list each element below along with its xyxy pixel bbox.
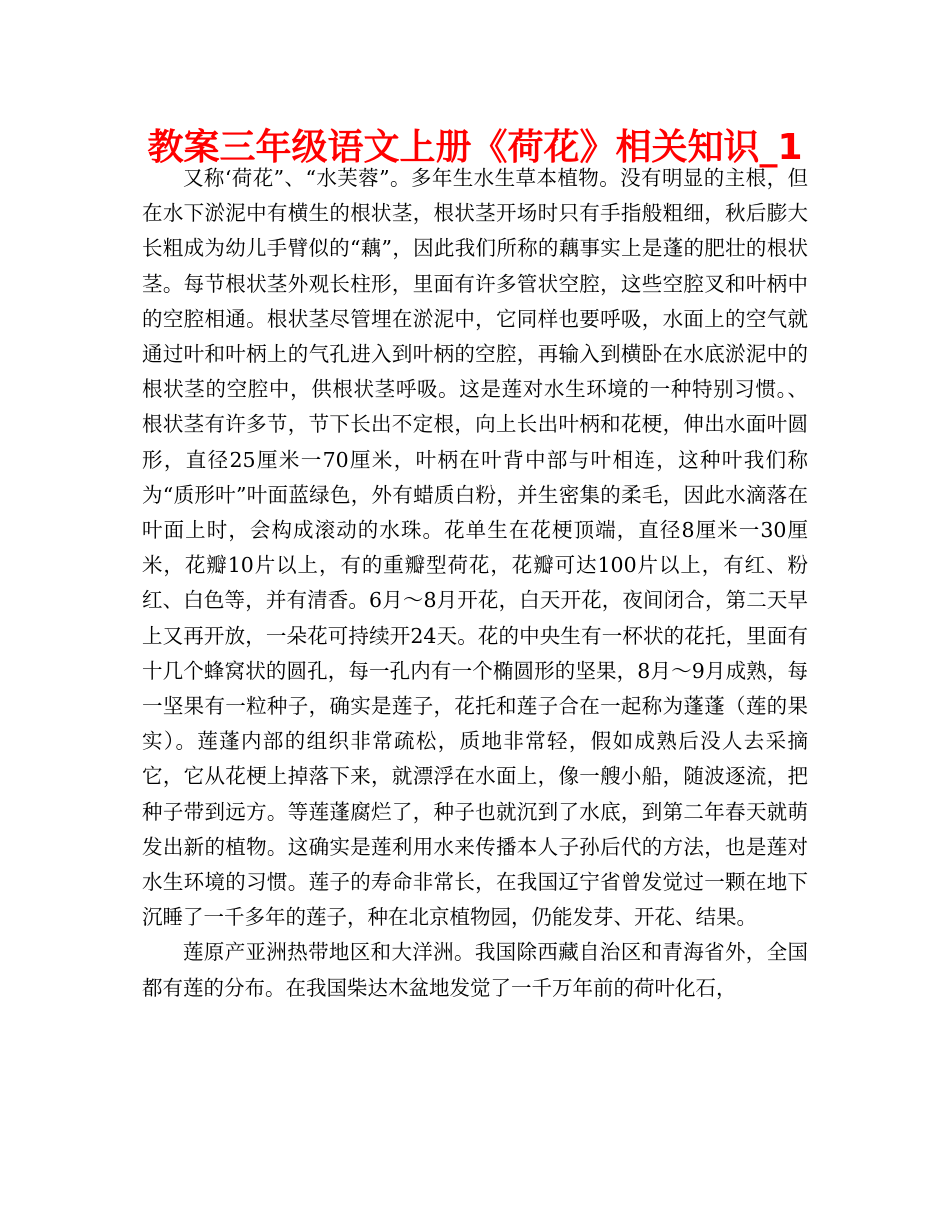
document-body xyxy=(142,161,808,1006)
paragraph-2: 莲原产亚洲热带地区和大洋洲。我国除西藏自治区和青海省外，全国都有莲的分布。在我国柴达木盆地发觉了一千万年前的荷叶化石， xyxy=(142,940,808,1000)
paragraph-1: 又称‘荷花”、“水芙蓉”。多年生水生草本植物。没有明显的主根，但在水下淤泥中有横生的根状茎，根状茎开场时只有手指般粗细，秋后膨大长粗成为幼儿手臂似的“藕”，因此我们所称的藕事实上是蓬的肥壮的根状茎。每节根状茎外观长柱形，里面有许多管状空腔，这些空腔叉和叶柄中的空腔相通。根状茎尽管埋在淤泥中，它同样也要呼吸，水面上的空气就通过叶和叶柄上的气孔进入到叶柄的空腔，再输入到横卧在水底淤泥中的根状茎的空腔中，供根状茎呼吸。这是莲对水生环境的一种特别习惯。、根状茎有许多节，节下长出不定根，向上长出叶柄和花梗，伸出水面叶圆形，直径25厘米一70厘米，叶柄在叶背中部与叶相连，这种叶我们称为“质形叶”叶面蓝绿色，外有蜡质白粉，并生密集的柔毛，因此水滴落在叶面上时，会构成滚动的水珠。花单生在花梗顶端，直径8厘米一30厘米，花瓣10片以上，有的重瓣型荷花，花瓣可达100片以上，有红、粉红、白色等，并有清香。6月～8月开花，白天开花，夜间闭合，第二天早上又再开放，一朵花可持续开24天。花的中央生有一杯状的花托，里面有十几个蜂窝状的圆孔，每一孔内有一个椭圆形的坚果，8月～9月成熟，每一坚果有一粒种子，确实是莲子，花托和莲子合在一起称为蓬蓬（莲的果实）。莲蓬内部的组织非常疏松，质地非常轻，假如成熟后没人去采摘它，它从花梗上掉落下来，就漂浮在水面上，像一艘小船，随波逐流，把种子带到远方。等莲蓬腐烂了，种子也就沉到了水底，到第二年春天就萌发出新的植物。这确实是莲利用水来传播本人子孙后代的方法，也是莲对水生环境的习惯。莲子的寿命非常长，在我国辽宁省曾发觉过一颗在地下沉睡了一千多年的莲子，种在北京植物园，仍能发芽、开花、结果。 xyxy=(142,166,808,930)
document-title: 教案三年级语文上册《荷花》相关知识_1 xyxy=(147,127,803,168)
